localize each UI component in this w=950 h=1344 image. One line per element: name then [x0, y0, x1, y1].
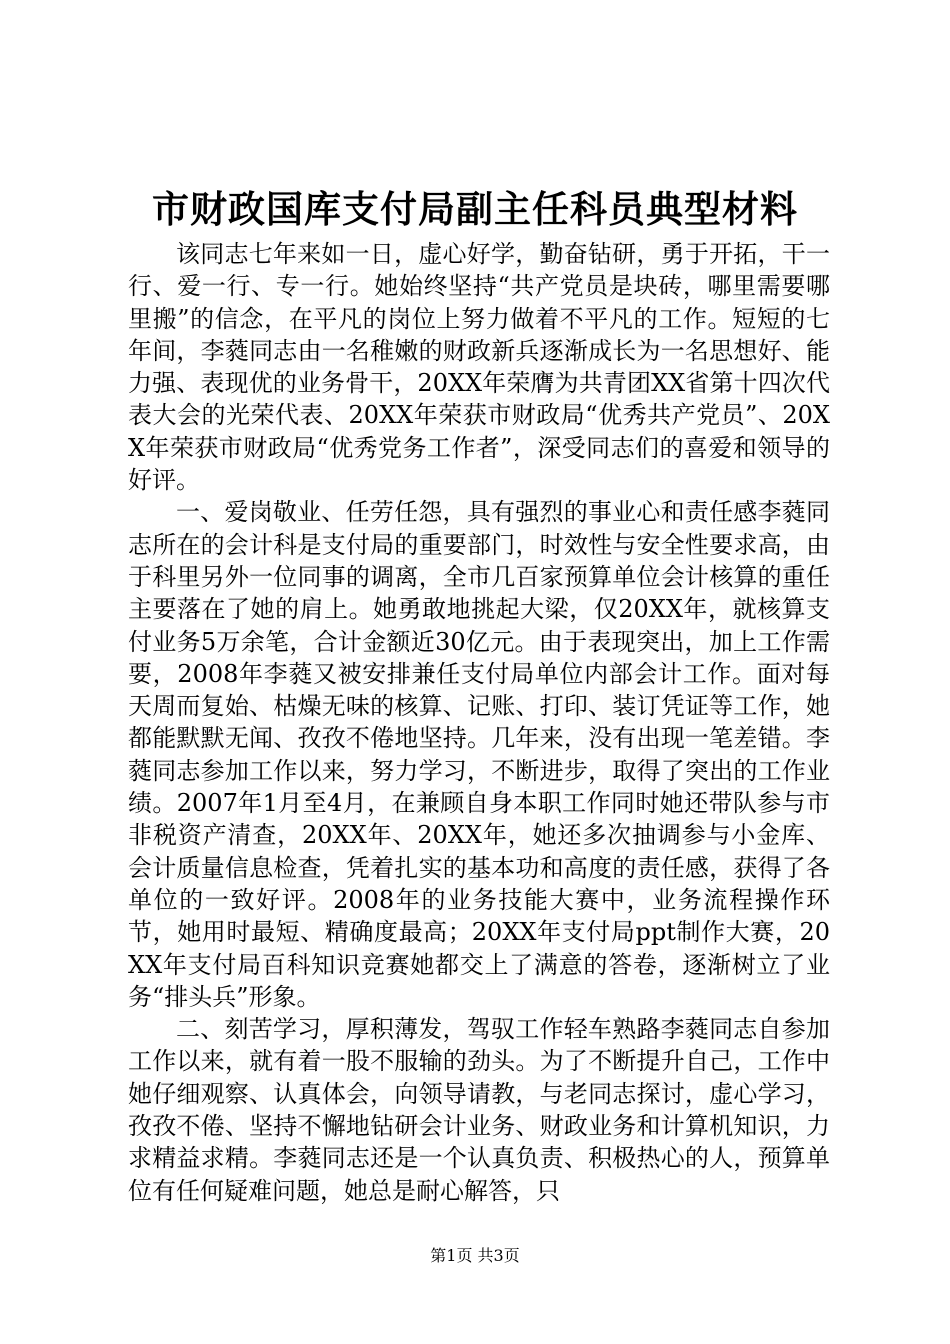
- document-body: [128, 238, 830, 1207]
- paragraph-intro: 该同志七年来如一日，虚心好学，勤奋钻研，勇于开拓，干一行、爱一行、专一行。她始终坚持“共产党员是块砖，哪里需要哪里搬”的信念，在平凡的岗位上努力做着不平凡的工作。短短的七年间，李蕤同志由一名稚嫩的财政新兵逐渐成长为一名思想好、能力强、表现优的业务骨干，20XX年荣膺为共青团XX省第十四次代表大会的光荣代表、20XX年荣获市财政局“优秀共产党员”、20XX年荣获市财政局“优秀党务工作者”，深受同志们的喜爱和领导的好评。: [128, 240, 830, 495]
- paragraph-section-1: 一、爱岗敬业、任劳任怨，具有强烈的事业心和责任感李蕤同志所在的会计科是支付局的重要部门，时效性与安全性要求高，由于科里另外一位同事的调离，全市几百家预算单位会计核算的重任主要落在了她的肩上。她勇敢地挑起大梁，仅20XX年，就核算支付业务5万余笔，合计金额近30亿元。由于表现突出，加上工作需要，2008年李蕤又被安排兼任支付局单位内部会计工作。面对每天周而复始、枯燥无味的核算、记账、打印、装订凭证等工作，她都能默默无闻、孜孜不倦地坚持。几年来，没有出现一笔差错。李蕤同志参加工作以来，努力学习，不断进步，取得了突出的工作业绩。2007年1月至4月，在兼顾自身本职工作同时她还带队参与市非税资产清查，20XX年、20XX年，她还多次抽调参与小金库、会计质量信息检查，凭着扎实的基本功和高度的责任感，获得了各单位的一致好评。2008年的业务技能大赛中，业务流程操作环节，她用时最短、精确度最高；20XX年支付局ppt制作大赛，20XX年支付局百科知识竞赛她都交上了满意的答卷，逐渐树立了业务“排头兵”形象。: [128, 498, 830, 1011]
- paragraph-section-2: 二、刻苦学习，厚积薄发，驾驭工作轻车熟路李蕤同志自参加工作以来，就有着一股不服输的劲头。为了不断提升自己，工作中她仔细观察、认真体会，向领导请教，与老同志探讨，虚心学习，孜孜不倦、坚持不懈地钻研会计业务、财政业务和计算机知识，力求精益求精。李蕤同志还是一个认真负责、积极热心的人，预算单位有任何疑难问题，她总是耐心解答，只: [128, 1015, 830, 1205]
- document-title: 市财政国库支付局副主任科员典型材料: [152, 187, 798, 231]
- page-footer: 第1页 共3页: [430, 1246, 520, 1265]
